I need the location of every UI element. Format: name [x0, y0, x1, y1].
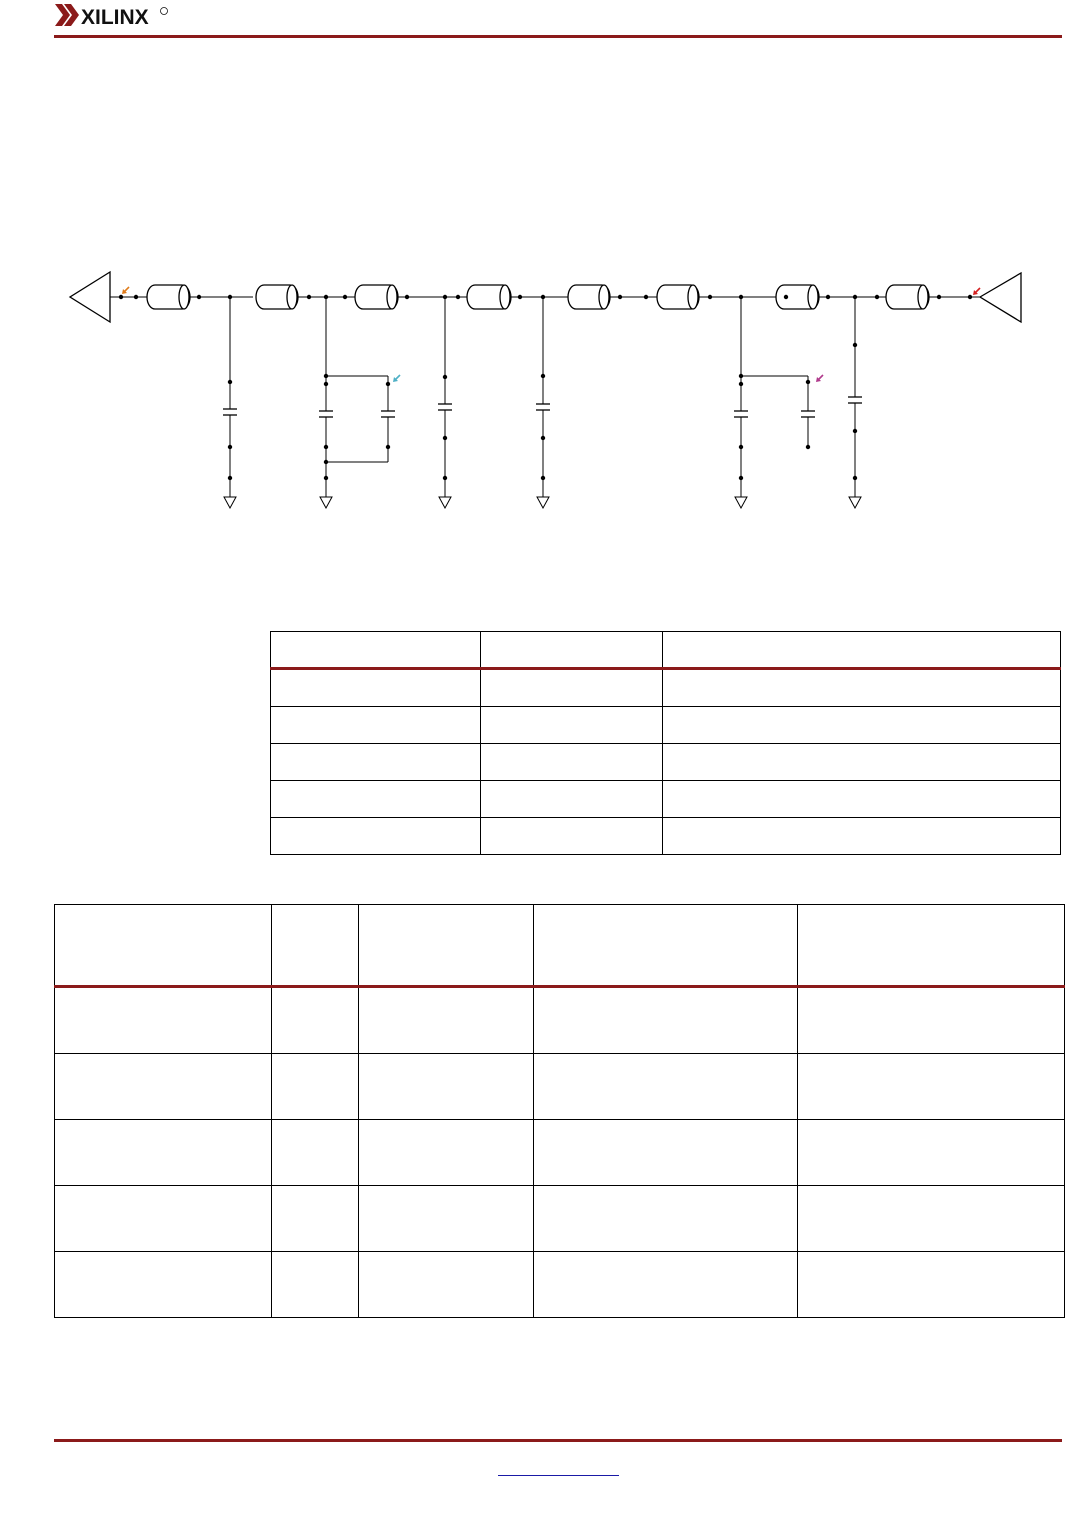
table-2-cell	[798, 987, 1065, 1054]
probe-arrow-icon	[122, 287, 129, 294]
node-dot	[806, 445, 810, 449]
table-2-cell	[55, 1252, 272, 1318]
ground-icon	[537, 497, 549, 508]
probe-arrow-icon	[816, 375, 823, 382]
table-2-cell	[798, 1252, 1065, 1318]
node-dot	[739, 382, 743, 386]
table-2-cell	[359, 1186, 534, 1252]
node-dot	[541, 374, 545, 378]
table-row	[271, 744, 1061, 781]
transmission-line-icon	[776, 285, 819, 309]
transmission-line-icon	[147, 285, 190, 309]
node-dot	[324, 445, 328, 449]
receiver-triangle-icon	[980, 273, 1021, 322]
ground-icon	[439, 497, 451, 508]
node-dot	[324, 295, 328, 299]
table-2-cell	[55, 1054, 272, 1120]
transmission-line-icon	[657, 285, 699, 309]
capacitor-icon	[801, 411, 815, 417]
table-2-cell	[55, 1120, 272, 1186]
node-dot	[806, 380, 810, 384]
node-dot	[324, 460, 328, 464]
table-2-cell	[272, 987, 359, 1054]
table-1-cell	[271, 744, 481, 781]
table-2-cell	[55, 987, 272, 1054]
node-dot	[853, 295, 857, 299]
capacitor-icon	[848, 397, 862, 403]
table-2-cell	[798, 1054, 1065, 1120]
table-row	[55, 1120, 1065, 1186]
node-dot	[324, 374, 328, 378]
node-dot	[644, 295, 648, 299]
node-dot	[456, 295, 460, 299]
transmission-line-schematic	[0, 240, 1065, 530]
node-dot	[197, 295, 201, 299]
node-dot	[228, 295, 232, 299]
capacitor-icon	[438, 404, 452, 410]
table-1-cell	[271, 669, 481, 707]
table-row	[55, 1252, 1065, 1318]
table-row	[55, 987, 1065, 1054]
node-dot	[405, 295, 409, 299]
table-1-cell	[663, 781, 1061, 818]
logo-text: XILINX	[81, 6, 149, 29]
node-dot	[541, 436, 545, 440]
node-dot	[386, 382, 390, 386]
node-dot	[443, 375, 447, 379]
node-dot	[518, 295, 522, 299]
xilinx-logo	[55, 2, 195, 32]
table-2-cell	[55, 1186, 272, 1252]
node-dot	[228, 476, 232, 480]
table-1-cell	[271, 781, 481, 818]
node-dot	[324, 382, 328, 386]
node-dot	[228, 380, 232, 384]
table-2-cell	[272, 1252, 359, 1318]
transmission-line-icon	[256, 285, 298, 309]
capacitor-icon	[223, 409, 237, 415]
probe-arrow-icon	[973, 288, 980, 295]
probe-arrow-icon	[393, 375, 400, 382]
table-2-cell	[272, 1120, 359, 1186]
registered-mark-icon	[161, 8, 168, 15]
transmission-line-icon	[886, 285, 929, 309]
table-2-cell	[798, 1120, 1065, 1186]
node-dot	[853, 343, 857, 347]
table-1-cell	[663, 744, 1061, 781]
table-2-header-cell	[798, 905, 1065, 987]
node-dot	[324, 476, 328, 480]
node-dot	[968, 295, 972, 299]
ground-icon	[320, 497, 332, 508]
node-dot	[443, 476, 447, 480]
table-1-cell	[271, 707, 481, 744]
parameter-table-1	[270, 631, 1061, 855]
driver-triangle-icon	[70, 272, 110, 322]
capacitor-icon	[381, 411, 395, 417]
xilinx-logo-icon	[55, 2, 195, 32]
table-1-header-cell	[663, 632, 1061, 669]
table-2-cell	[359, 1120, 534, 1186]
node-dot	[343, 295, 347, 299]
table-1-cell	[663, 707, 1061, 744]
node-dot	[937, 295, 941, 299]
node-dot	[739, 445, 743, 449]
table-1-cell	[481, 707, 663, 744]
node-dot	[443, 436, 447, 440]
table-2-cell	[359, 987, 534, 1054]
node-dot	[618, 295, 622, 299]
table-2-cell	[272, 1186, 359, 1252]
transmission-line-icon	[568, 285, 610, 309]
table-row	[271, 781, 1061, 818]
node-dot	[541, 476, 545, 480]
table-1-cell	[481, 818, 663, 855]
table-row	[55, 1054, 1065, 1120]
node-dot	[784, 295, 788, 299]
table-row	[55, 1186, 1065, 1252]
table-2-cell	[534, 1120, 798, 1186]
node-dot	[541, 295, 545, 299]
table-1-cell	[481, 669, 663, 707]
transmission-line-icon	[467, 285, 511, 309]
table-2-cell	[534, 1054, 798, 1120]
table-2-header-cell	[359, 905, 534, 987]
node-dot	[134, 295, 138, 299]
parameter-table-2	[54, 904, 1065, 1318]
table-2-cell	[534, 1186, 798, 1252]
table-row	[271, 707, 1061, 744]
table-1-cell	[663, 818, 1061, 855]
capacitor-icon	[319, 411, 333, 417]
node-dot	[739, 476, 743, 480]
node-dot	[443, 295, 447, 299]
table-1-cell	[663, 669, 1061, 707]
ground-icon	[735, 497, 747, 508]
node-dot	[386, 445, 390, 449]
table-row	[271, 818, 1061, 855]
node-dot	[307, 295, 311, 299]
table-2-header-cell	[272, 905, 359, 987]
table-row	[271, 669, 1061, 707]
footer-rule	[54, 1439, 1062, 1442]
node-dot	[119, 295, 123, 299]
node-dot	[739, 295, 743, 299]
table-1-header-cell	[271, 632, 481, 669]
node-dot	[708, 295, 712, 299]
table-1-cell	[481, 781, 663, 818]
ground-icon	[849, 497, 861, 508]
table-1-header-cell	[481, 632, 663, 669]
table-1-cell	[481, 744, 663, 781]
table-2-cell	[359, 1054, 534, 1120]
capacitor-icon	[734, 411, 748, 417]
node-dot	[739, 374, 743, 378]
table-2-header-cell	[55, 905, 272, 987]
footer-link[interactable]	[498, 1463, 619, 1476]
table-2-cell	[272, 1054, 359, 1120]
header-rule	[54, 35, 1062, 38]
table-2-header-cell	[534, 905, 798, 987]
transmission-line-icon	[355, 285, 398, 309]
ground-icon	[224, 497, 236, 508]
table-2-cell	[534, 987, 798, 1054]
table-2-cell	[534, 1252, 798, 1318]
capacitor-icon	[536, 404, 550, 410]
node-dot	[853, 476, 857, 480]
node-dot	[228, 445, 232, 449]
table-2-cell	[359, 1252, 534, 1318]
table-2-cell	[798, 1186, 1065, 1252]
table-1-cell	[271, 818, 481, 855]
node-dot	[875, 295, 879, 299]
node-dot	[826, 295, 830, 299]
node-dot	[853, 429, 857, 433]
